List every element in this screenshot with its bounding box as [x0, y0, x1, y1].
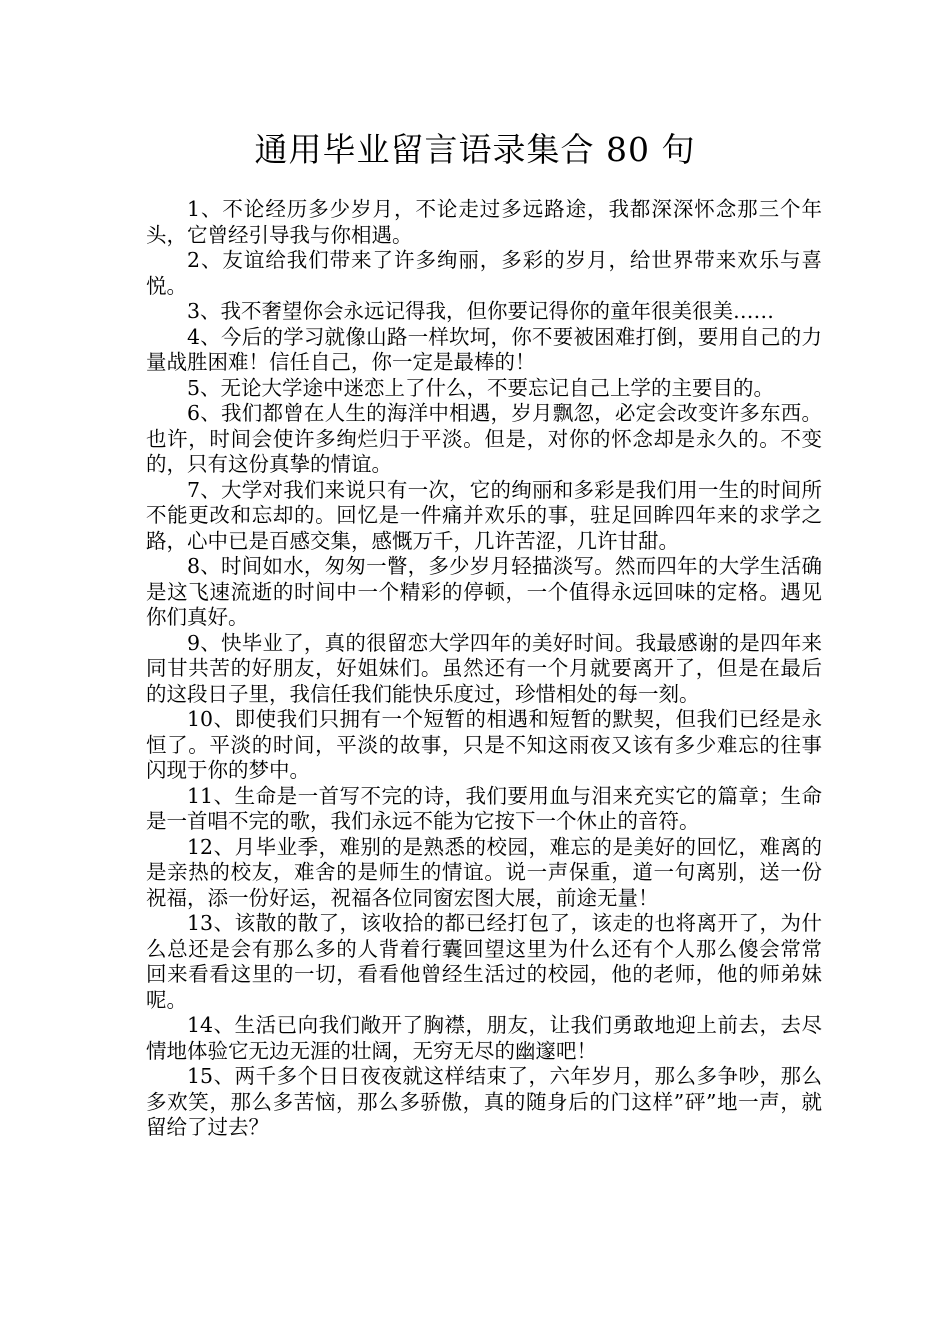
paragraph-11: 11、生命是一首写不完的诗，我们要用血与泪来充实它的篇章；生命是一首唱不完的歌，我们永远不能为它按下一个休止的音符。	[146, 783, 822, 833]
document-body	[146, 197, 822, 1141]
paragraph-13: 13、该散的散了，该收拾的都已经打包了，该走的也将离开了，为什么总还是会有那么多的人背着行囊回望这里为什么还有个人那么傻会常常回来看看这里的一切，看看他曾经生活过的校园，他的老师，他的师弟妹呢。	[146, 911, 822, 1012]
paragraph-2: 2、友谊给我们带来了许多绚丽，多彩的岁月，给世界带来欢乐与喜悦。	[146, 248, 822, 298]
paragraph-10: 10、即使我们只拥有一个短暂的相遇和短暂的默契，但我们已经是永恒了。平淡的时间，平淡的故事，只是不知这雨夜又该有多少难忘的往事闪现于你的梦中。	[146, 707, 822, 782]
paragraph-8: 8、时间如水，匆匆一瞥，多少岁月轻描淡写。然而四年的大学生活确是这飞速流逝的时间中一个精彩的停顿，一个值得永远回味的定格。遇见你们真好。	[146, 554, 822, 629]
paragraph-1: 1、不论经历多少岁月，不论走过多远路途，我都深深怀念那三个年头，它曾经引导我与你相遇。	[146, 197, 822, 247]
paragraph-5: 5、无论大学途中迷恋上了什么，不要忘记自己上学的主要目的。	[187, 375, 775, 400]
paragraph-15: 15、两千多个日日夜夜就这样结束了，六年岁月，那么多争吵，那么多欢笑，那么多苦恼，那么多骄傲，真的随身后的门这样”砰”地一声，就留给了过去？	[146, 1064, 822, 1139]
page-title: 通用毕业留言语录集合 80 句	[254, 130, 696, 169]
paragraph-4: 4、今后的学习就像山路一样坎坷，你不要被困难打倒，要用自己的力量战胜困难！信任自己，你一定是最棒的！	[146, 324, 822, 374]
paragraph-7: 7、大学对我们来说只有一次，它的绚丽和多彩是我们用一生的时间所不能更改和忘却的。回忆是一件痛并欢乐的事，驻足回眸四年来的求学之路，心中已是百感交集，感慨万千，几许苦涩，几许甘甜。	[146, 477, 822, 553]
paragraph-9: 9、快毕业了，真的很留恋大学四年的美好时间。我最感谢的是四年来同甘共苦的好朋友，好姐妹们。虽然还有一个月就要离开了，但是在最后的这段日子里，我信任我们能快乐度过，珍惜相处的每一刻。	[146, 630, 822, 706]
paragraph-12: 12、月毕业季，难别的是熟悉的校园，难忘的是美好的回忆，难离的是亲热的校友，难舍的是师生的情谊。说一声保重，道一句离别，送一份祝福，添一份好运，祝福各位同窗宏图大展，前途无量！	[146, 834, 822, 910]
paragraph-14: 14、生活已向我们敞开了胸襟，朋友，让我们勇敢地迎上前去，去尽情地体验它无边无涯的壮阔，无穷无尽的幽邃吧！	[146, 1013, 822, 1063]
paragraph-6: 6、我们都曾在人生的海洋中相遇，岁月飘忽，必定会改变许多东西。也许，时间会使许多绚烂归于平淡。但是，对你的怀念却是永久的。不变的，只有这份真挚的情谊。	[146, 401, 822, 476]
paragraph-3: 3、我不奢望你会永远记得我，但你要记得你的童年很美很美……	[187, 299, 775, 323]
